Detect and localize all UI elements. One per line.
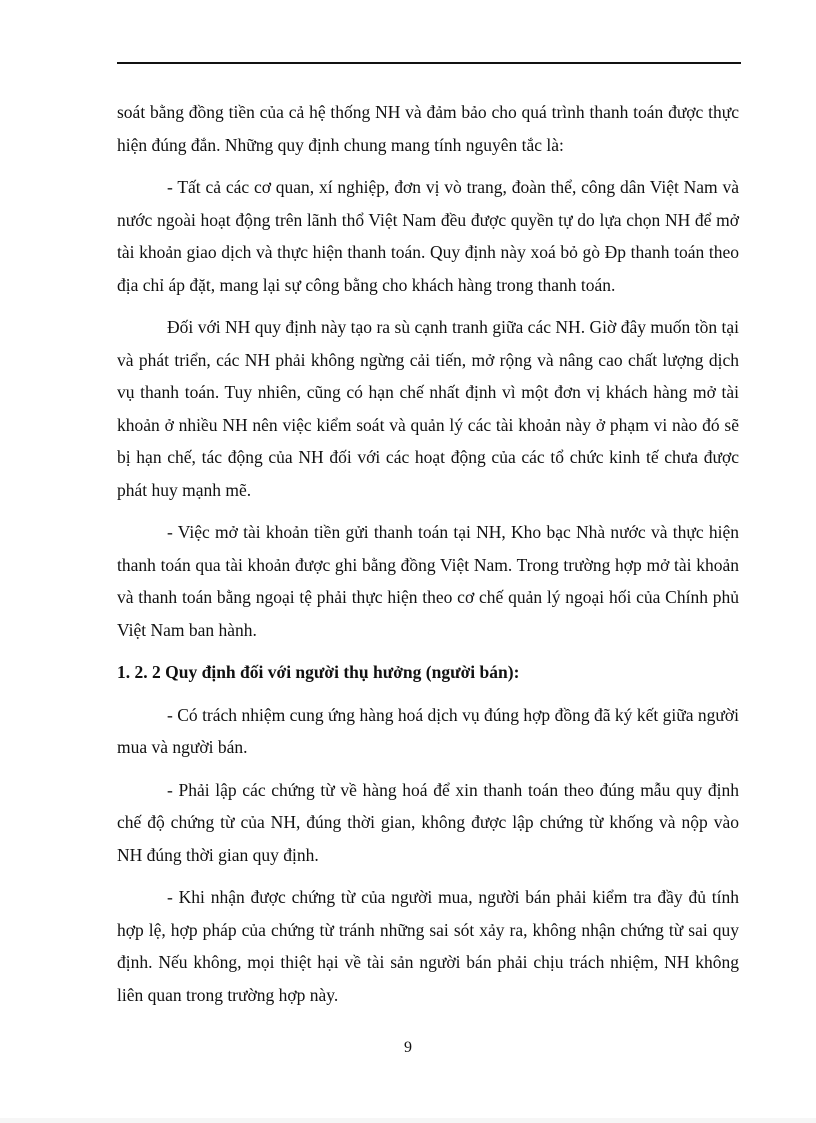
page-bottom-edge	[0, 1118, 816, 1123]
paragraph-account-currency: - Việc mở tài khoản tiền gửi thanh toán tại NH, Kho bạc Nhà nước và thực hiện thanh toán qua tài khoản được ghi bằng đồng Việt Nam. Trong trường hợp mở tài khoản và thanh toán bằng ngoại tệ phải thực hiện theo cơ chế quản lý ngoại hối của Chính phủ Việt Nam ban hành.	[117, 522, 739, 640]
paragraph-bank-competition: Đối với NH quy định này tạo ra sù cạnh tranh giữa các NH. Giờ đây muốn tồn tại và phát triển, các NH phải không ngừng cải tiến, mở rộng và nâng cao chất lượng dịch vụ thanh toán. Tuy nhiên, cũng có hạn chế nhất định vì một đơn vị khách hàng mở tài khoản ở nhiều NH nên việc kiểm soát và quản lý các tài khoản này ở phạm vi nào đó sẽ bị hạn chế, tác động của NH đối với các hoạt động của các tổ chức kinh tế chưa được phát huy mạnh mẽ.	[117, 317, 739, 500]
paragraph-seller-duty-2: - Phải lập các chứng từ về hàng hoá để xin thanh toán theo đúng mẫu quy định chế độ chứng từ của NH, đúng thời gian, không được lập chứng từ khống và nộp vào NH đúng thời gian quy định.	[117, 779, 739, 865]
paragraph-intro: soát bằng đồng tiền của cả hệ thống NH và đảm bảo cho quá trình thanh toán được thực hiện đúng đắn. Những quy định chung mang tính nguyên tắc là:	[117, 102, 739, 155]
header-rule	[117, 62, 741, 64]
paragraph-seller-duty-3: - Khi nhận được chứng từ của người mua, người bán phải kiểm tra đầy đủ tính hợp lệ, hợp pháp của chứng từ tránh những sai sót xảy ra, không nhận chứng từ sai quy định. Nếu không, mọi thiệt hại về tài sản người bán phải chịu trách nhiệm, NH không liên quan trong trường hợp này.	[117, 887, 739, 1005]
paragraph-freedom-of-choice: - Tất cả các cơ quan, xí nghiệp, đơn vị vò trang, đoàn thể, công dân Việt Nam và nước ngoài hoạt động trên lãnh thổ Việt Nam đều được quyền tự do lựa chọn NH để mở tài khoản giao dịch và thực hiện thanh toán. Quy định này xoá bỏ gò Đp thanh toán theo địa chỉ áp đặt, mang lại sự công bằng cho khách hàng trong thanh toán.	[117, 177, 739, 295]
document-body	[117, 96, 739, 1021]
paragraph-seller-duty-1: - Có trách nhiệm cung ứng hàng hoá dịch vụ đúng hợp đồng đã ký kết giữa người mua và người bán.	[117, 704, 739, 757]
page-number: 9	[404, 1039, 412, 1056]
section-heading: 1. 2. 2 Quy định đối với người thụ hưởng (người bán):	[117, 662, 520, 682]
